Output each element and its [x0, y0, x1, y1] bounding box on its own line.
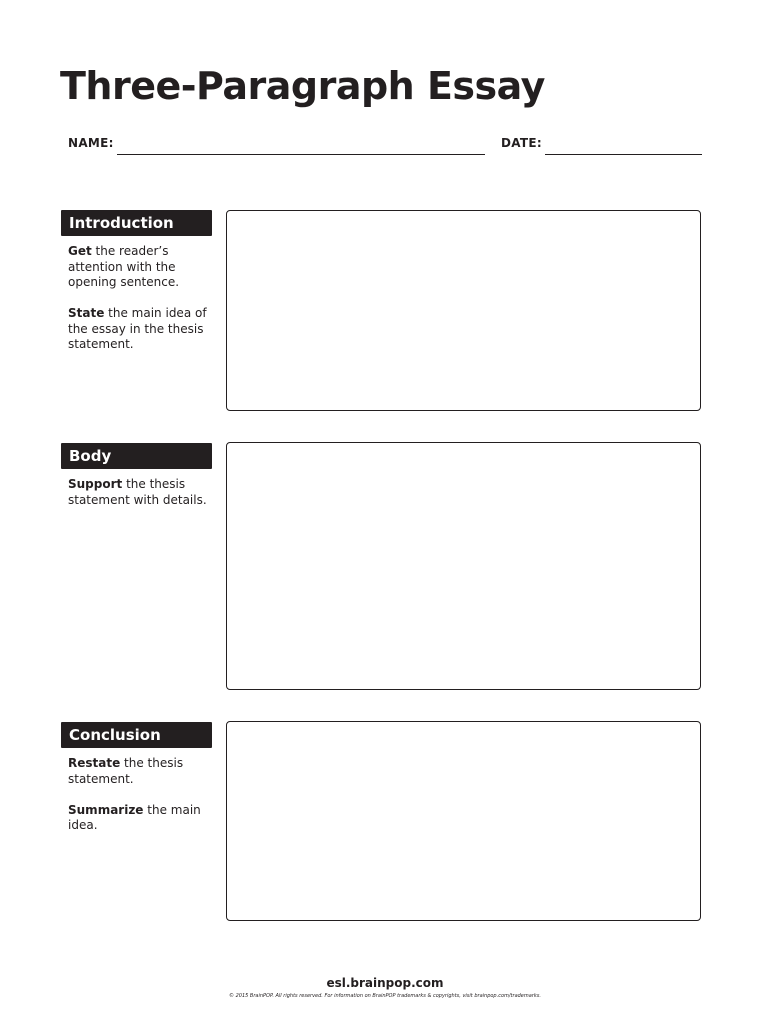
instruction-line: State the main idea of the essay in the thesis statement. — [68, 306, 207, 351]
section-label-conclusion: Conclusion — [61, 722, 212, 748]
body-writing-box[interactable] — [226, 442, 701, 690]
date-label: DATE: — [501, 136, 542, 150]
instruction-line: Get the reader’s attention with the opening sentence. — [68, 244, 180, 289]
date-line[interactable] — [545, 154, 702, 155]
name-line[interactable] — [117, 154, 485, 155]
page-title: Three-Paragraph Essay — [60, 64, 545, 108]
instructions-introduction — [68, 244, 218, 368]
instruction-line: Restate the thesis statement. — [68, 756, 184, 786]
name-label: NAME: — [68, 136, 114, 150]
introduction-writing-box[interactable] — [226, 210, 701, 411]
section-label-introduction: Introduction — [61, 210, 212, 236]
instruction-line: Summarize the main idea. — [68, 802, 201, 832]
section-label-body: Body — [61, 443, 212, 469]
instructions-body — [68, 477, 218, 524]
instructions-conclusion — [68, 756, 218, 849]
footer-copyright: © 2015 BrainPOP. All rights reserved. For information on BrainPOP trademarks & copyrights, visit brainpop.com/trademarks. — [229, 993, 541, 999]
instruction-line: Support the thesis statement with details. — [68, 477, 207, 507]
conclusion-writing-box[interactable] — [226, 721, 701, 921]
footer-url: esl.brainpop.com — [326, 976, 444, 990]
